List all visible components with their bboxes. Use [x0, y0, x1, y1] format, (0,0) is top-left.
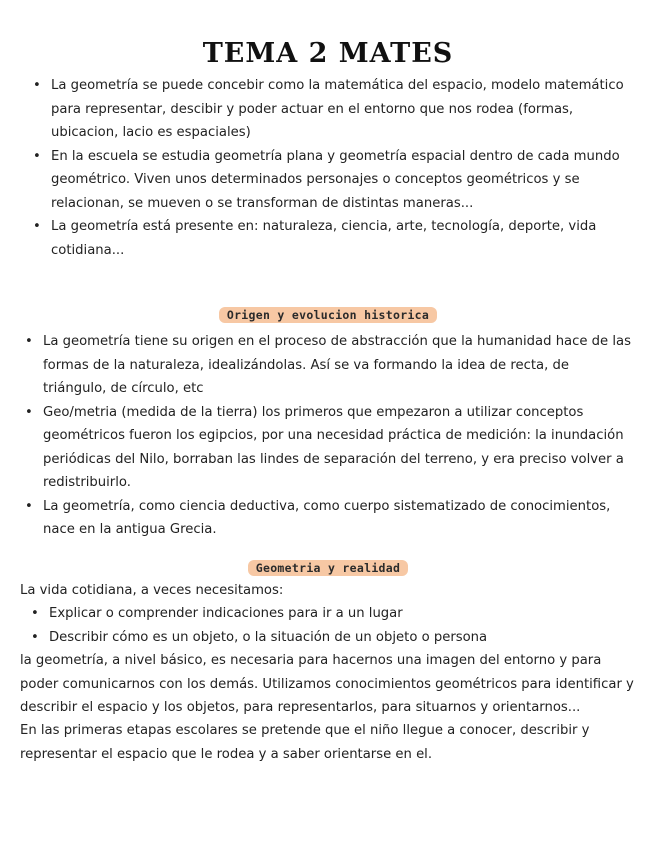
list-item: • Explicar o comprender indicaciones para ir a un lugar [49, 602, 639, 626]
list-item: • La geometría, como ciencia deductiva, como cuerpo sistematizado de conocimientos, nace en la antigua Grecia. [43, 495, 633, 542]
realidad-lead-text: La vida cotidiana, a veces necesitamos: [20, 583, 284, 598]
section-heading-origen: Origen y evolucion historica [219, 307, 437, 323]
section-heading-realidad-wrap [0, 557, 656, 576]
section-heading-origen-wrap [0, 304, 656, 323]
list-item: • Describir cómo es un objeto, o la situación de un objeto o persona [49, 626, 639, 650]
origen-bullet-list [43, 330, 633, 542]
list-item: • La geometría tiene su origen en el proceso de abstracción que la humanidad hace de las formas de la naturaleza, idealizándolas. Así se va formando la idea de recta, de triángulo, de círculo, etc [43, 330, 633, 401]
list-item: • Geo/metria (medida de la tierra) los primeros que empezaron a utilizar conceptos geométricos fueron los egipcios, por una necesidad práctica de medición: la inundación periódicas del Nilo, borraban las lindes de separación del terreno, y era preciso volver a redistribuirlo. [43, 401, 633, 495]
list-item: • La geometría está presente en: naturaleza, ciencia, arte, tecnología, deporte, vida cotidiana... [51, 215, 643, 262]
list-item: • La geometría se puede concebir como la matemática del espacio, modelo matemático para representar, descibir y poder actuar en el entorno que nos rodea (formas, ubicacion, lacio es espaciales) [51, 74, 643, 145]
realidad-paragraph-2: En las primeras etapas escolares se pretende que el niño llegue a conocer, describir y representar el espacio que le rodea y a saber orientarse en el. [20, 723, 590, 762]
realidad-bullet-list [49, 602, 639, 649]
list-item: • En la escuela se estudia geometría plana y geometría espacial dentro de cada mundo geométrico. Viven unos determinados personajes o conceptos geométricos y se relacionan, se mueven o se transforman de distintas maneras... [51, 145, 643, 216]
intro-bullet-list [51, 74, 643, 262]
section-heading-realidad: Geometria y realidad [248, 560, 408, 576]
page-title: TEMA 2 MATES [202, 38, 454, 69]
realidad-paragraph-1: la geometría, a nivel básico, es necesaria para hacernos una imagen del entorno y para poder comunicarnos con los demás. Utilizamos conocimientos geométricos para identificar y describir el espacio y los objetos, para representarlos, para situarnos y orientarnos... [20, 653, 634, 715]
